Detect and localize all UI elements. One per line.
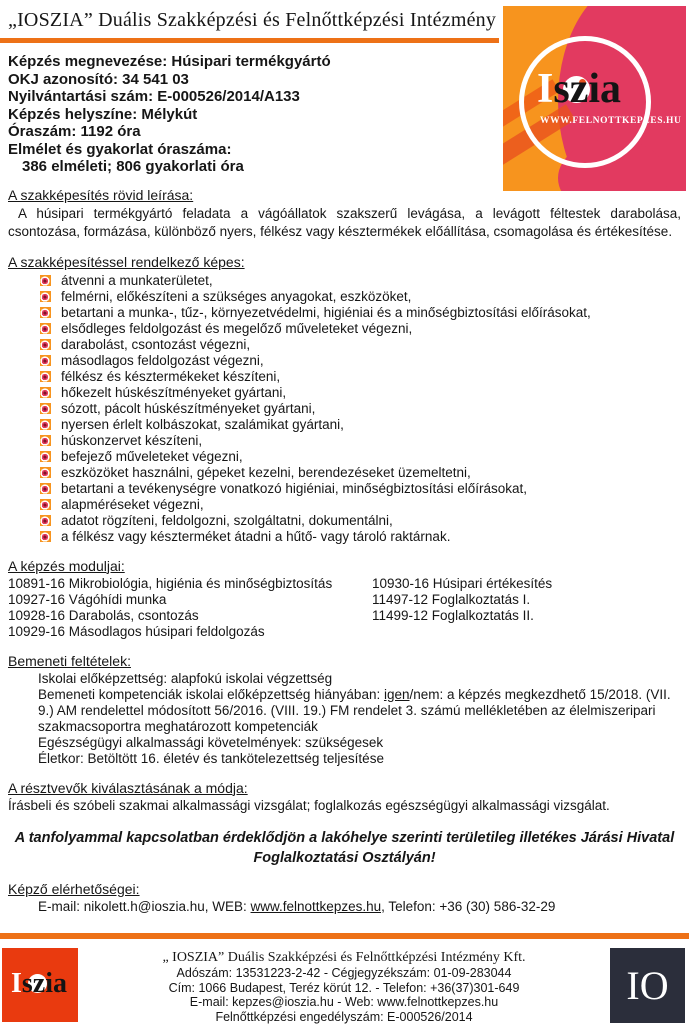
ioszia-bullet-icon (40, 339, 51, 350)
list-item (8, 321, 681, 337)
theory-practice-hours-line: 386 elméleti; 806 gyakorlati óra (22, 158, 244, 175)
footer-contact-block (78, 948, 610, 1024)
ioszia-bullet-icon (40, 403, 51, 414)
footer-tax-line: Adószám: 13531223-2-42 - Cégjegyzékszám: 01-09-283044 (176, 966, 512, 980)
logo-wordmark (537, 68, 621, 110)
registration-number-line: Nyilvántartási szám: E-000526/2014/A133 (8, 88, 300, 105)
module-item: 11499-12 Foglalkoztatás II. (372, 607, 534, 623)
list-item (8, 529, 681, 545)
capabilities-list (8, 273, 681, 545)
list-item-text: húskonzervet készíteni, (61, 432, 203, 448)
short-description-paragraph: A húsipari termékgyártó feladata a vágóállatok szakszerű levágása, a levágott féltestek darabolása, csontozása, formázása, különböző nyers, félkész vagy késztermékek előállítása, csomagolása és értékesítése. (8, 205, 681, 239)
list-item-text: elsődleges feldolgozást és megelőző műveleteket végezni, (61, 320, 413, 336)
module-item: 10891-16 Mikrobiológia, higiénia és minőségbiztosítás (8, 575, 333, 591)
ioszia-bullet-icon (40, 483, 51, 494)
contact-line (38, 899, 681, 915)
module-item: 10929-16 Másodlagos húsipari feldolgozás (8, 623, 265, 639)
ioszia-logo (503, 6, 686, 191)
list-item (8, 401, 681, 417)
list-item (8, 369, 681, 385)
course-name-line: Képzés megnevezése: Húsipari termékgyártó (8, 53, 331, 70)
entry-requirements-block (38, 671, 681, 767)
footer-logo-letters-szia: szia (21, 968, 68, 999)
list-item (8, 433, 681, 449)
ioszia-bullet-icon (40, 451, 51, 462)
list-item-text: betartani a tevékenységre vonatkozó higiéniai, minőségbiztosítási előírásokat, (61, 480, 528, 496)
ioszia-bullet-icon (40, 531, 51, 542)
list-item-text: sózott, pácolt húskészítményeket gyártani, (61, 400, 316, 416)
section-heading-contact: Képző elérhetőségei: (8, 880, 140, 897)
contact-pre-text: E-mail: nikolett.h@ioszia.hu, WEB: (38, 898, 251, 914)
ioszia-bullet-icon (40, 291, 51, 302)
footer-io-logo-text: IO (626, 963, 669, 1008)
list-item (8, 353, 681, 369)
list-item-text: a félkész vagy készterméket átadni a hűtő- vagy tároló raktárnak. (61, 528, 451, 544)
list-item-text: félkész és késztermékeket készíteni, (61, 368, 281, 384)
footer-logo-letter-i: I (11, 968, 22, 999)
list-item (8, 305, 681, 321)
competence-yes-underlined: igen (383, 686, 410, 702)
ioszia-bullet-icon (40, 307, 51, 318)
competence-pre-text: Bemeneti kompetenciák iskolai előképzettség hiányában: (38, 686, 384, 702)
ioszia-bullet-icon (40, 467, 51, 478)
header-accent-rule (0, 38, 499, 43)
ioszia-bullet-icon (40, 435, 51, 446)
ioszia-bullet-icon (40, 499, 51, 510)
section-heading-short-description: A szakképesítés rövid leírása: (8, 186, 194, 203)
page-title: „IOSZIA” Duális Szakképzési és Felnőttképzési Intézmény (8, 9, 497, 31)
footer-logo-wordmark (11, 970, 67, 998)
list-item-text: adatot rögzíteni, feldolgozni, szolgáltatni, dokumentálni, (61, 512, 393, 528)
footer (0, 933, 689, 1024)
footer-io-logo (610, 948, 685, 1023)
logo-letters-szia: szia (553, 66, 622, 112)
list-item (8, 449, 681, 465)
footer-ioszia-logo (2, 948, 78, 1022)
list-item-text: alapméréseket végezni, (61, 496, 204, 512)
module-item: 10930-16 Húsipari értékesítés (372, 575, 553, 591)
list-item (8, 481, 681, 497)
ioszia-bullet-icon (40, 419, 51, 430)
age-line: Életkor: Betöltött 16. életév és tankötelezettség teljesítése (38, 750, 384, 766)
ioszia-bullet-icon (40, 515, 51, 526)
okj-id-line: OKJ azonosító: 34 541 03 (8, 70, 189, 88)
competence-post-text: /nem: a képzés megkezdhető 15/2018. (VII. 9.) AM rendelettel módosított 56/2016. (VIII. 19.) FM rendelet 3. számú mellékletében az élelmiszeripari szakmacsoportra meghatározott kompetenciák (38, 686, 671, 734)
ioszia-bullet-icon (40, 355, 51, 366)
section-heading-entry-requirements: Bemeneti feltételek: (8, 652, 131, 669)
modules-right-column (372, 576, 681, 640)
list-item-text: darabolást, csontozást végezni, (61, 336, 251, 352)
list-item-text: felmérni, előkészíteni a szükséges anyagokat, eszközöket, (61, 288, 412, 304)
footer-company-name: „ IOSZIA” Duális Szakképzési és Felnőttképzési Intézmény Kft. (162, 950, 526, 965)
footer-email-line: E-mail: kepzes@ioszia.hu - Web: www.felnottkepzes.hu (189, 995, 499, 1009)
list-item (8, 337, 681, 353)
notice-text: A tanfolyammal kapcsolatban érdeklődjön a lakóhelye szerinti területileg illetékes Járási Hivatal Foglalkoztatási Osztályán! (14, 829, 675, 866)
list-item-text: átvenni a munkaterületet, (61, 272, 213, 288)
list-item (8, 513, 681, 529)
list-item (8, 497, 681, 513)
theory-practice-label-line: Elmélet és gyakorlat óraszáma: (8, 140, 232, 158)
list-item-text: hőkezelt húskészítményeket gyártani, (61, 384, 287, 400)
location-line: Képzés helyszíne: Mélykút (8, 105, 198, 123)
list-item (8, 417, 681, 433)
logo-website-text: WWW.FELNOTTKEPZES.HU (540, 116, 682, 126)
ioszia-bullet-icon (40, 323, 51, 334)
list-item-text: másodlagos feldolgozást végezni, (61, 352, 264, 368)
footer-row (0, 939, 689, 1024)
modules-columns (8, 576, 681, 640)
ioszia-bullet-icon (40, 275, 51, 286)
section-heading-selection: A résztvevők kiválasztásának a módja: (8, 779, 248, 796)
logo-letter-i: I (537, 66, 554, 112)
contact-post-text: Telefon: +36 (30) 586-32-29 (384, 898, 556, 914)
ioszia-bullet-icon (40, 371, 51, 382)
health-line: Egészségügyi alkalmassági követelmények: szükségesek (38, 734, 384, 750)
schooling-line: Iskolai előképzettség: alapfokú iskolai végzettség (38, 670, 333, 686)
competence-paragraph (38, 687, 681, 735)
hours-line: Óraszám: 1192 óra (8, 123, 141, 140)
module-item: 10928-16 Darabolás, csontozás (8, 607, 199, 623)
list-item (8, 273, 681, 289)
list-item-text: befejező műveleteket végezni, (61, 448, 243, 464)
ioszia-bullet-icon (40, 387, 51, 398)
list-item (8, 465, 681, 481)
list-item (8, 385, 681, 401)
list-item-text: eszközöket használni, gépeket kezelni, berendezéseket üzemeltetni, (61, 464, 471, 480)
modules-left-column (8, 576, 372, 640)
footer-license-line: Felnőttképzési engedélyszám: E-000526/2014 (215, 1009, 473, 1024)
footer-address-line: Cím: 1066 Budapest, Teréz körút 12. - Telefon: +36(37)301-649 (168, 980, 520, 995)
list-item-text: nyersen érlelt kolbászokat, szalámikat gyártani, (61, 416, 344, 432)
module-item: 10927-16 Vágóhídi munka (8, 591, 167, 607)
section-heading-capabilities: A szakképesítéssel rendelkező képes: (8, 253, 245, 270)
list-item (8, 289, 681, 305)
website-link[interactable]: www.felnottkepzes.hu, (250, 898, 385, 914)
selection-text: Írásbeli és szóbeli szakmai alkalmassági vizsgálat; foglalkozás egészségügyi alkalmassági vizsgálat. (8, 797, 610, 813)
section-heading-modules: A képzés moduljai: (8, 557, 125, 574)
list-item-text: betartani a munka-, tűz-, környezetvédelmi, higiéniai és a minőségbiztosítási előírásokat, (61, 304, 591, 320)
module-item: 11497-12 Foglalkoztatás I. (372, 591, 531, 607)
